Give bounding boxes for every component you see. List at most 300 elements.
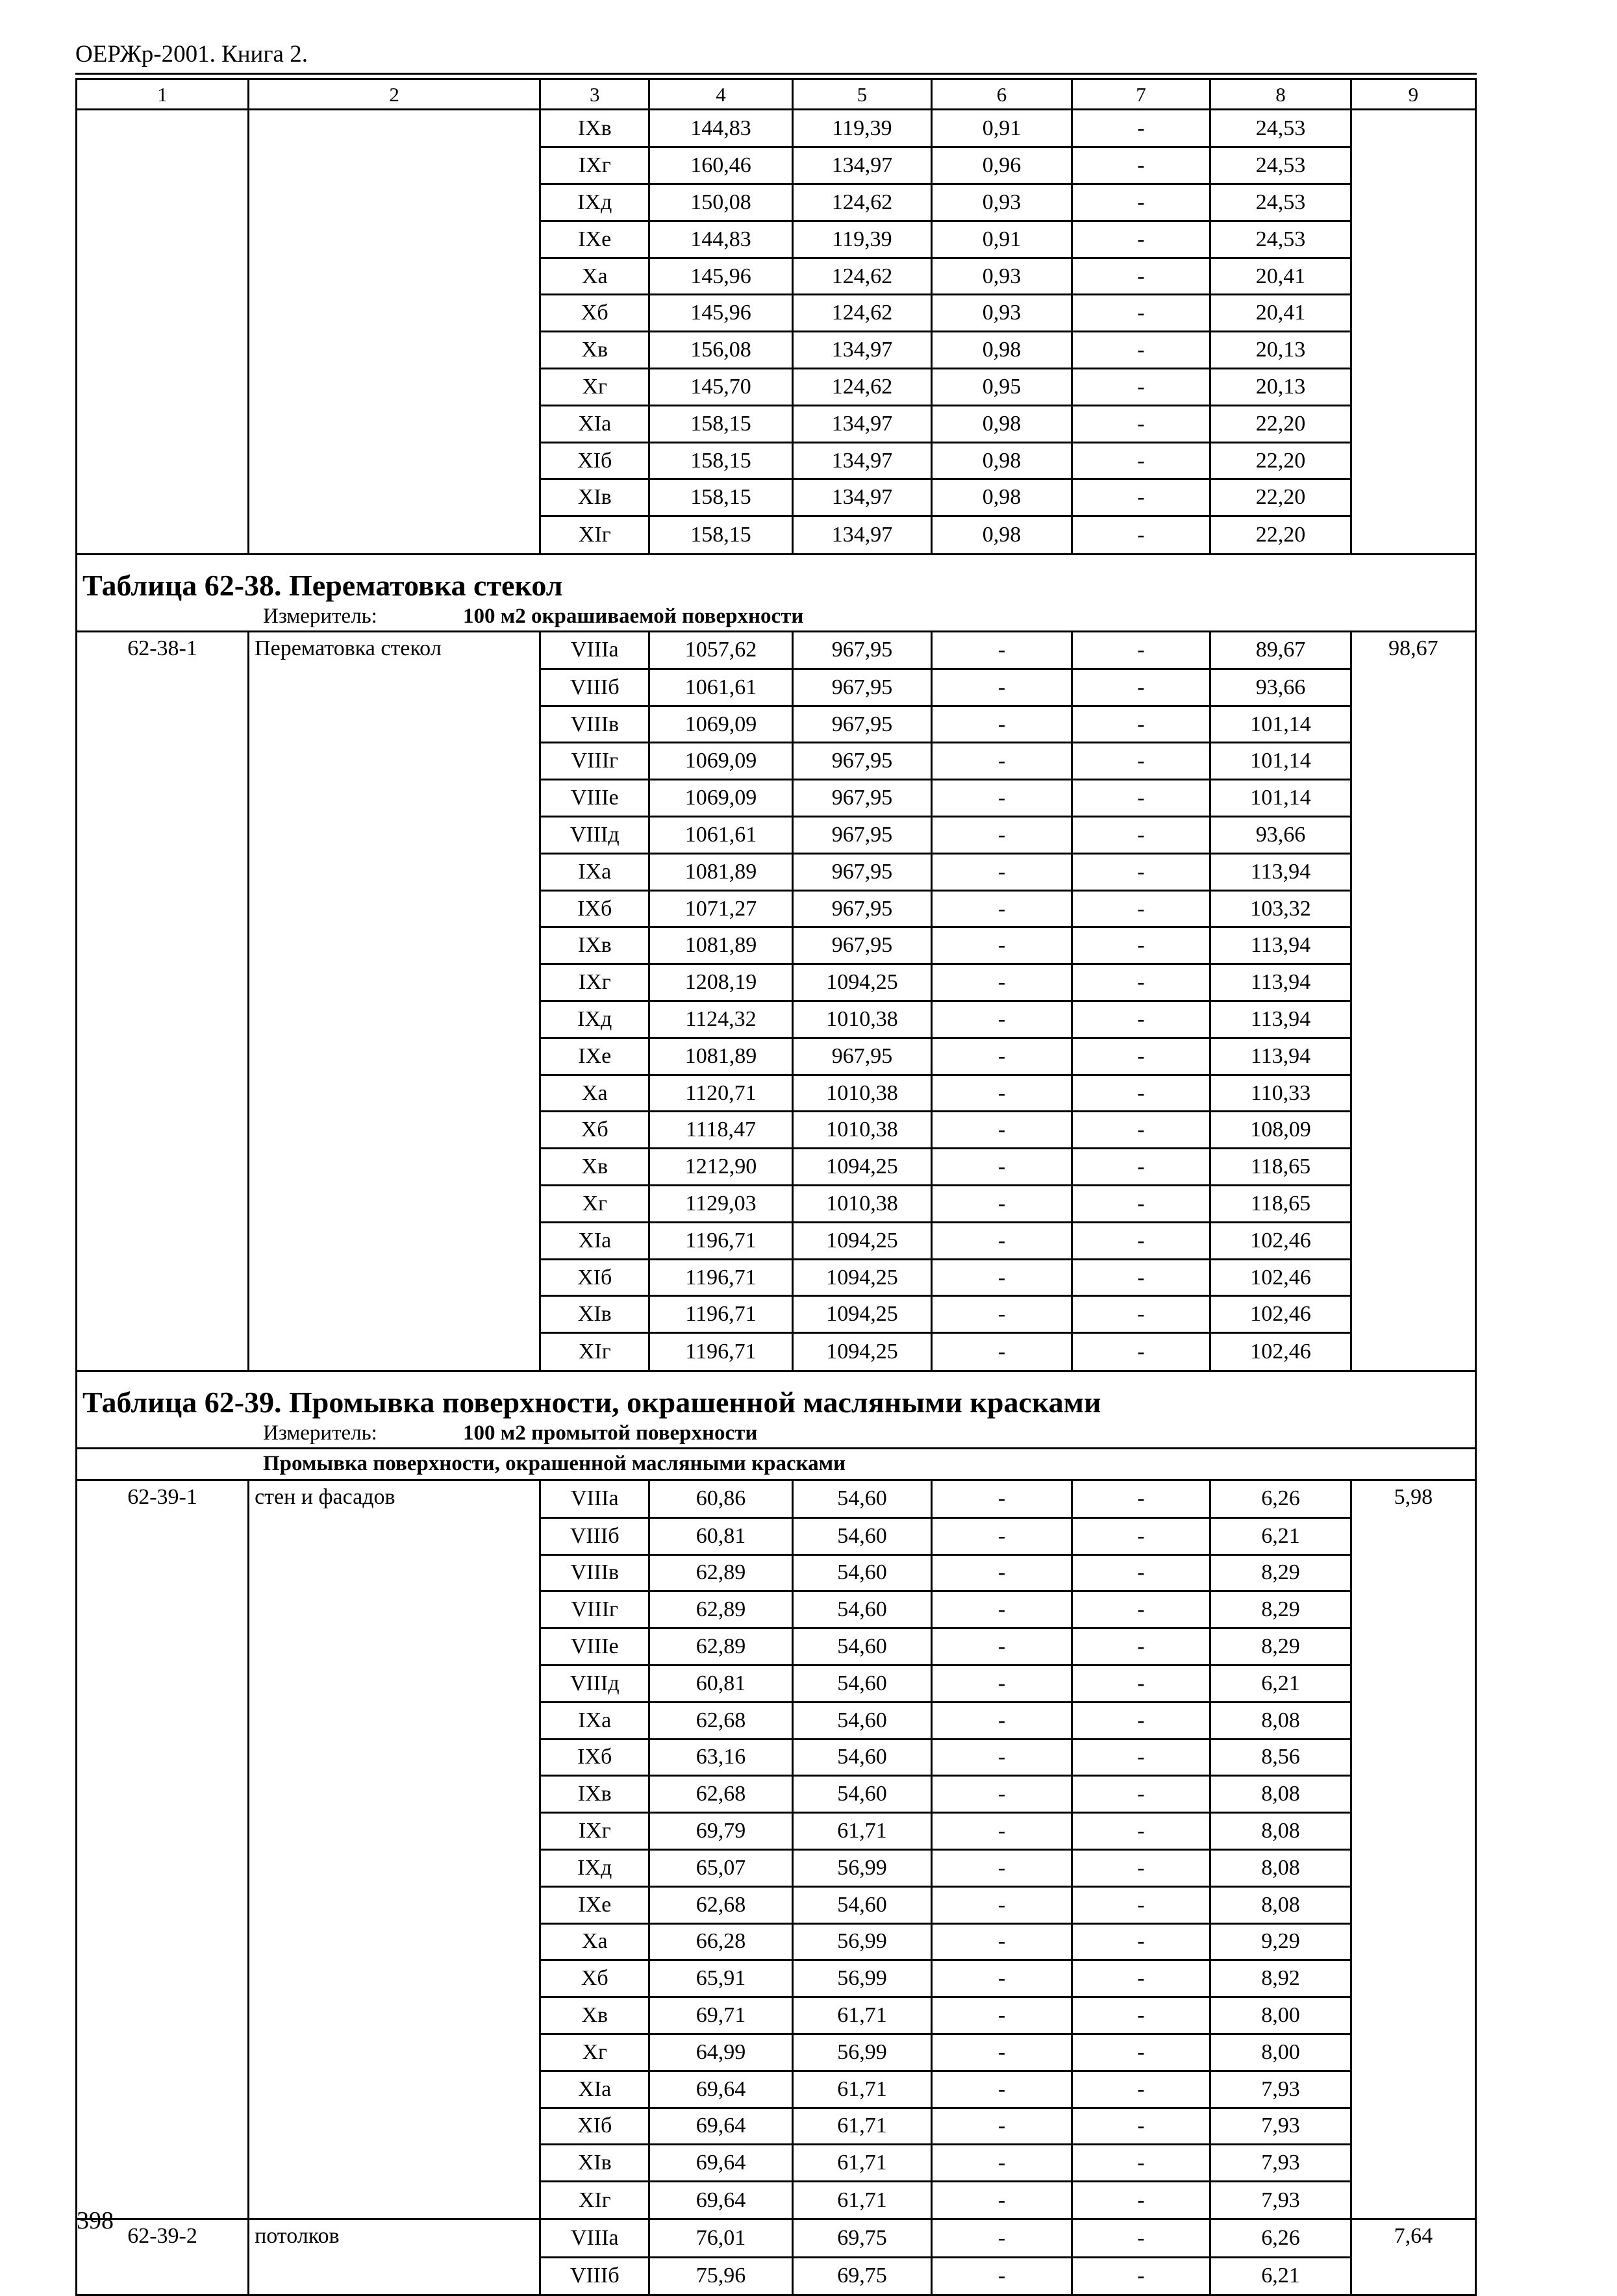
value-cell: - <box>932 1038 1072 1075</box>
table-row <box>77 1628 1476 1666</box>
value-cell: - <box>1072 1665 1210 1702</box>
column-number: 7 <box>1072 79 1210 110</box>
value-cell: 1061,61 <box>649 669 793 706</box>
code-cell <box>77 743 249 780</box>
code-cell <box>77 295 249 332</box>
value-cell: 6,21 <box>1210 1517 1351 1554</box>
value-cell: XIа <box>540 1222 649 1259</box>
value-cell: - <box>932 1628 1072 1666</box>
value-cell: 20,13 <box>1210 369 1351 406</box>
code-cell <box>77 1997 249 2034</box>
value-cell: - <box>932 1075 1072 1112</box>
value-cell: - <box>1072 2219 1210 2257</box>
value-cell: - <box>1072 295 1210 332</box>
value-cell: 0,91 <box>932 110 1072 147</box>
value-cell: 56,99 <box>792 2034 931 2071</box>
value-cell: 69,75 <box>792 2257 931 2295</box>
table-row <box>77 516 1476 554</box>
value-cell: 158,15 <box>649 442 793 479</box>
table-title: Таблица 62-38. Перематовка стекол <box>77 554 1476 606</box>
value-cell: 61,71 <box>792 2182 931 2219</box>
value-cell: 62,89 <box>649 1554 793 1591</box>
value-cell: 0,91 <box>932 221 1072 258</box>
value-cell: 119,39 <box>792 110 931 147</box>
code-cell <box>77 147 249 184</box>
value-cell: - <box>932 1591 1072 1628</box>
value-cell: - <box>932 2219 1072 2257</box>
code-cell <box>77 1149 249 1186</box>
value-cell: 1069,09 <box>649 706 793 743</box>
column-number: 6 <box>932 79 1072 110</box>
col9-cell <box>1351 1776 1475 1813</box>
value-cell: 0,98 <box>932 405 1072 442</box>
value-cell: 134,97 <box>792 332 931 369</box>
value-cell: - <box>932 2108 1072 2145</box>
value-cell: - <box>932 706 1072 743</box>
value-cell: XIв <box>540 2145 649 2182</box>
value-cell: 8,00 <box>1210 1997 1351 2034</box>
value-cell: 7,93 <box>1210 2108 1351 2145</box>
value-cell: 113,94 <box>1210 1001 1351 1038</box>
table-row <box>77 110 1476 147</box>
value-cell: - <box>1072 1149 1210 1186</box>
value-cell: 1081,89 <box>649 1038 793 1075</box>
measure-cell <box>77 606 1476 632</box>
measure-label: Измеритель: <box>263 1422 377 1445</box>
rates-table <box>75 78 1477 2296</box>
value-cell: - <box>932 817 1072 854</box>
value-cell: 0,93 <box>932 295 1072 332</box>
name-cell <box>249 1296 540 1333</box>
name-cell <box>249 706 540 743</box>
value-cell: Xб <box>540 1112 649 1149</box>
subheading-text: Промывка поверхности, окрашенной масляными красками <box>263 1452 846 1475</box>
name-cell: потолков <box>249 2219 540 2257</box>
value-cell: - <box>932 2071 1072 2108</box>
col9-cell <box>1351 817 1475 854</box>
value-cell: 20,13 <box>1210 332 1351 369</box>
value-cell: 62,68 <box>649 1776 793 1813</box>
value-cell: VIIIв <box>540 706 649 743</box>
value-cell: 8,08 <box>1210 1886 1351 1923</box>
col9-cell <box>1351 964 1475 1001</box>
code-cell <box>77 405 249 442</box>
table-title-row <box>77 1371 1476 1423</box>
value-cell: 118,65 <box>1210 1149 1351 1186</box>
name-cell <box>249 1591 540 1628</box>
value-cell: - <box>1072 2257 1210 2295</box>
col9-cell <box>1351 1186 1475 1223</box>
value-cell: - <box>932 780 1072 817</box>
value-cell: 102,46 <box>1210 1259 1351 1296</box>
table-row <box>77 405 1476 442</box>
value-cell: Xв <box>540 1997 649 2034</box>
measure-row <box>77 1423 1476 1449</box>
table-row <box>77 706 1476 743</box>
value-cell: Xв <box>540 1149 649 1186</box>
value-cell: - <box>1072 1075 1210 1112</box>
col9-cell <box>1351 743 1475 780</box>
value-cell: 22,20 <box>1210 516 1351 554</box>
code-cell <box>77 1665 249 1702</box>
name-cell <box>249 2182 540 2219</box>
table-row <box>77 1480 1476 1517</box>
value-cell: 145,96 <box>649 258 793 295</box>
code-cell <box>77 1960 249 1997</box>
table-row <box>77 1665 1476 1702</box>
value-cell: 101,14 <box>1210 706 1351 743</box>
code-cell <box>77 1554 249 1591</box>
value-cell: - <box>932 1259 1072 1296</box>
code-cell <box>77 1591 249 1628</box>
value-cell: - <box>1072 221 1210 258</box>
name-cell: Перематовка стекол <box>249 631 540 669</box>
value-cell: 1094,25 <box>792 1259 931 1296</box>
value-cell: 54,60 <box>792 1886 931 1923</box>
subheading-row <box>77 1448 1476 1480</box>
value-cell: 60,86 <box>649 1480 793 1517</box>
col9-cell <box>1351 1665 1475 1702</box>
value-cell: - <box>932 890 1072 927</box>
code-cell <box>77 1813 249 1850</box>
value-cell: 113,94 <box>1210 853 1351 890</box>
table-row <box>77 1813 1476 1850</box>
value-cell: - <box>1072 258 1210 295</box>
col9-cell <box>1351 1222 1475 1259</box>
col9-cell <box>1351 332 1475 369</box>
name-cell: стен и фасадов <box>249 1480 540 1517</box>
value-cell: 65,07 <box>649 1849 793 1886</box>
value-cell: 62,68 <box>649 1702 793 1739</box>
col9-cell <box>1351 258 1475 295</box>
value-cell: 0,93 <box>932 184 1072 221</box>
value-cell: 110,33 <box>1210 1075 1351 1112</box>
value-cell: VIIIб <box>540 1517 649 1554</box>
value-cell: 61,71 <box>792 1997 931 2034</box>
value-cell: - <box>932 1997 1072 2034</box>
value-cell: 64,99 <box>649 2034 793 2071</box>
value-cell: 156,08 <box>649 332 793 369</box>
value-cell: - <box>1072 1997 1210 2034</box>
col9-cell: 7,64 <box>1351 2219 1475 2257</box>
name-cell <box>249 853 540 890</box>
value-cell: - <box>1072 184 1210 221</box>
value-cell: 54,60 <box>792 1702 931 1739</box>
name-cell <box>249 1776 540 1813</box>
value-cell: 103,32 <box>1210 890 1351 927</box>
value-cell: VIIIе <box>540 780 649 817</box>
value-cell: 89,67 <box>1210 631 1351 669</box>
value-cell: 54,60 <box>792 1554 931 1591</box>
code-cell: 62-39-1 <box>77 1480 249 1517</box>
value-cell: - <box>1072 669 1210 706</box>
value-cell: - <box>1072 2034 1210 2071</box>
value-cell: - <box>932 2145 1072 2182</box>
value-cell: 158,15 <box>649 516 793 554</box>
col9-cell <box>1351 405 1475 442</box>
value-cell: 1124,32 <box>649 1001 793 1038</box>
code-cell <box>77 1112 249 1149</box>
value-cell: 56,99 <box>792 1960 931 1997</box>
col9-cell <box>1351 1333 1475 1371</box>
value-cell: 0,96 <box>932 147 1072 184</box>
value-cell: 7,93 <box>1210 2071 1351 2108</box>
value-cell: - <box>1072 817 1210 854</box>
name-cell <box>249 1960 540 1997</box>
column-number: 4 <box>649 79 793 110</box>
table-row <box>77 780 1476 817</box>
value-cell: - <box>1072 332 1210 369</box>
table-row <box>77 1001 1476 1038</box>
value-cell: 1010,38 <box>792 1186 931 1223</box>
col9-cell <box>1351 1739 1475 1776</box>
value-cell: - <box>932 2034 1072 2071</box>
value-cell: 1208,19 <box>649 964 793 1001</box>
code-cell <box>77 1222 249 1259</box>
value-cell: XIб <box>540 1259 649 1296</box>
value-cell: 93,66 <box>1210 669 1351 706</box>
value-cell: - <box>932 1665 1072 1702</box>
value-cell: 967,95 <box>792 817 931 854</box>
name-cell <box>249 1886 540 1923</box>
value-cell: 0,98 <box>932 479 1072 516</box>
col9-cell <box>1351 1886 1475 1923</box>
value-cell: - <box>1072 1739 1210 1776</box>
value-cell: 8,08 <box>1210 1702 1351 1739</box>
code-cell <box>77 2108 249 2145</box>
table-row <box>77 890 1476 927</box>
col9-cell <box>1351 1813 1475 1850</box>
name-cell <box>249 1997 540 2034</box>
value-cell: 1010,38 <box>792 1075 931 1112</box>
column-number: 2 <box>249 79 540 110</box>
name-cell <box>249 780 540 817</box>
column-number: 5 <box>792 79 931 110</box>
value-cell: 160,46 <box>649 147 793 184</box>
value-cell: - <box>932 1702 1072 1739</box>
value-cell: IXе <box>540 1038 649 1075</box>
code-cell <box>77 442 249 479</box>
table-row <box>77 1923 1476 1960</box>
value-cell: 145,70 <box>649 369 793 406</box>
col9-cell <box>1351 2034 1475 2071</box>
value-cell: 119,39 <box>792 221 931 258</box>
value-cell: 8,92 <box>1210 1960 1351 1997</box>
value-cell: Xв <box>540 332 649 369</box>
value-cell: 113,94 <box>1210 927 1351 964</box>
name-cell <box>249 1849 540 1886</box>
col9-cell <box>1351 221 1475 258</box>
table-row <box>77 1702 1476 1739</box>
value-cell: - <box>1072 743 1210 780</box>
code-cell <box>77 1776 249 1813</box>
name-cell <box>249 1517 540 1554</box>
name-cell <box>249 1112 540 1149</box>
table-row <box>77 817 1476 854</box>
value-cell: XIб <box>540 442 649 479</box>
value-cell: - <box>1072 2108 1210 2145</box>
column-number: 8 <box>1210 79 1351 110</box>
name-cell <box>249 669 540 706</box>
value-cell: 1081,89 <box>649 853 793 890</box>
code-cell <box>77 669 249 706</box>
code-cell <box>77 1001 249 1038</box>
value-cell: 8,08 <box>1210 1849 1351 1886</box>
value-cell: VIIIа <box>540 2219 649 2257</box>
value-cell: - <box>932 1739 1072 1776</box>
value-cell: 0,95 <box>932 369 1072 406</box>
col9-cell <box>1351 853 1475 890</box>
value-cell: - <box>932 1186 1072 1223</box>
name-cell <box>249 442 540 479</box>
name-cell <box>249 1038 540 1075</box>
value-cell: 63,16 <box>649 1739 793 1776</box>
value-cell: 101,14 <box>1210 780 1351 817</box>
value-cell: - <box>1072 1886 1210 1923</box>
value-cell: 8,56 <box>1210 1739 1351 1776</box>
code-cell <box>77 516 249 554</box>
code-cell <box>77 1628 249 1666</box>
code-cell <box>77 706 249 743</box>
value-cell: 1057,62 <box>649 631 793 669</box>
col9-cell <box>1351 1038 1475 1075</box>
header-rule <box>75 73 1477 75</box>
code-cell <box>77 332 249 369</box>
value-cell: - <box>932 1554 1072 1591</box>
col9-cell: 5,98 <box>1351 1480 1475 1517</box>
code-cell <box>77 780 249 817</box>
name-cell <box>249 1259 540 1296</box>
name-cell <box>249 1628 540 1666</box>
value-cell: - <box>1072 780 1210 817</box>
value-cell: VIIIг <box>540 1591 649 1628</box>
value-cell: 134,97 <box>792 405 931 442</box>
value-cell: IXг <box>540 147 649 184</box>
name-cell <box>249 1075 540 1112</box>
value-cell: VIIIе <box>540 1628 649 1666</box>
value-cell: 60,81 <box>649 1665 793 1702</box>
col9-cell <box>1351 706 1475 743</box>
value-cell: - <box>1072 890 1210 927</box>
value-cell: 150,08 <box>649 184 793 221</box>
name-cell <box>249 1333 540 1371</box>
measure-value: 100 м2 промытой поверхности <box>463 1422 758 1445</box>
value-cell: 1071,27 <box>649 890 793 927</box>
value-cell: Xа <box>540 258 649 295</box>
name-cell <box>249 964 540 1001</box>
value-cell: Xа <box>540 1923 649 1960</box>
value-cell: 24,53 <box>1210 110 1351 147</box>
value-cell: - <box>932 631 1072 669</box>
col9-cell <box>1351 2071 1475 2108</box>
value-cell: Xб <box>540 1960 649 1997</box>
name-cell <box>249 1554 540 1591</box>
code-cell: 62-38-1 <box>77 631 249 669</box>
value-cell: - <box>1072 1628 1210 1666</box>
value-cell: XIб <box>540 2108 649 2145</box>
table-row <box>77 1149 1476 1186</box>
value-cell: 967,95 <box>792 890 931 927</box>
code-cell <box>77 890 249 927</box>
value-cell: 54,60 <box>792 1591 931 1628</box>
value-cell: XIа <box>540 405 649 442</box>
value-cell: 1094,25 <box>792 964 931 1001</box>
value-cell: Xг <box>540 2034 649 2071</box>
value-cell: 7,93 <box>1210 2182 1351 2219</box>
name-cell <box>249 110 540 147</box>
value-cell: 158,15 <box>649 405 793 442</box>
value-cell: 967,95 <box>792 743 931 780</box>
value-cell: 967,95 <box>792 669 931 706</box>
value-cell: XIв <box>540 1296 649 1333</box>
code-cell <box>77 479 249 516</box>
value-cell: - <box>1072 1702 1210 1739</box>
value-cell: 134,97 <box>792 479 931 516</box>
value-cell: 54,60 <box>792 1517 931 1554</box>
value-cell: - <box>1072 706 1210 743</box>
table-row <box>77 927 1476 964</box>
column-number: 9 <box>1351 79 1475 110</box>
value-cell: 1212,90 <box>649 1149 793 1186</box>
col9-cell <box>1351 2108 1475 2145</box>
value-cell: - <box>932 1480 1072 1517</box>
value-cell: 76,01 <box>649 2219 793 2257</box>
code-cell <box>77 2257 249 2295</box>
code-cell <box>77 258 249 295</box>
value-cell: IXе <box>540 1886 649 1923</box>
value-cell: XIг <box>540 516 649 554</box>
col9-cell <box>1351 927 1475 964</box>
value-cell: 8,29 <box>1210 1591 1351 1628</box>
value-cell: - <box>932 927 1072 964</box>
col9-cell <box>1351 780 1475 817</box>
col9-cell <box>1351 442 1475 479</box>
col9-cell <box>1351 1112 1475 1149</box>
page-number: 398 <box>77 2207 114 2234</box>
value-cell: - <box>1072 2145 1210 2182</box>
column-number: 3 <box>540 79 649 110</box>
table-row <box>77 1591 1476 1628</box>
value-cell: Xг <box>540 1186 649 1223</box>
table-row <box>77 258 1476 295</box>
value-cell: 69,64 <box>649 2182 793 2219</box>
value-cell: 22,20 <box>1210 479 1351 516</box>
name-cell <box>249 2071 540 2108</box>
value-cell: IXб <box>540 890 649 927</box>
value-cell: - <box>1072 1517 1210 1554</box>
value-cell: - <box>1072 479 1210 516</box>
value-cell: - <box>1072 631 1210 669</box>
code-cell <box>77 853 249 890</box>
subheading-cell <box>77 1448 1476 1480</box>
value-cell: 8,08 <box>1210 1776 1351 1813</box>
name-cell <box>249 743 540 780</box>
document-header: ОЕРЖр-2001. Книга 2. <box>75 41 308 68</box>
name-cell <box>249 1149 540 1186</box>
value-cell: - <box>1072 442 1210 479</box>
value-cell: IXд <box>540 1849 649 1886</box>
value-cell: 102,46 <box>1210 1296 1351 1333</box>
value-cell: 1010,38 <box>792 1001 931 1038</box>
value-cell: 8,00 <box>1210 2034 1351 2071</box>
code-cell <box>77 2071 249 2108</box>
value-cell: 66,28 <box>649 1923 793 1960</box>
col9-cell <box>1351 1149 1475 1186</box>
value-cell: VIIIд <box>540 817 649 854</box>
name-cell <box>249 332 540 369</box>
table-title-row <box>77 554 1476 606</box>
value-cell: - <box>1072 1480 1210 1517</box>
